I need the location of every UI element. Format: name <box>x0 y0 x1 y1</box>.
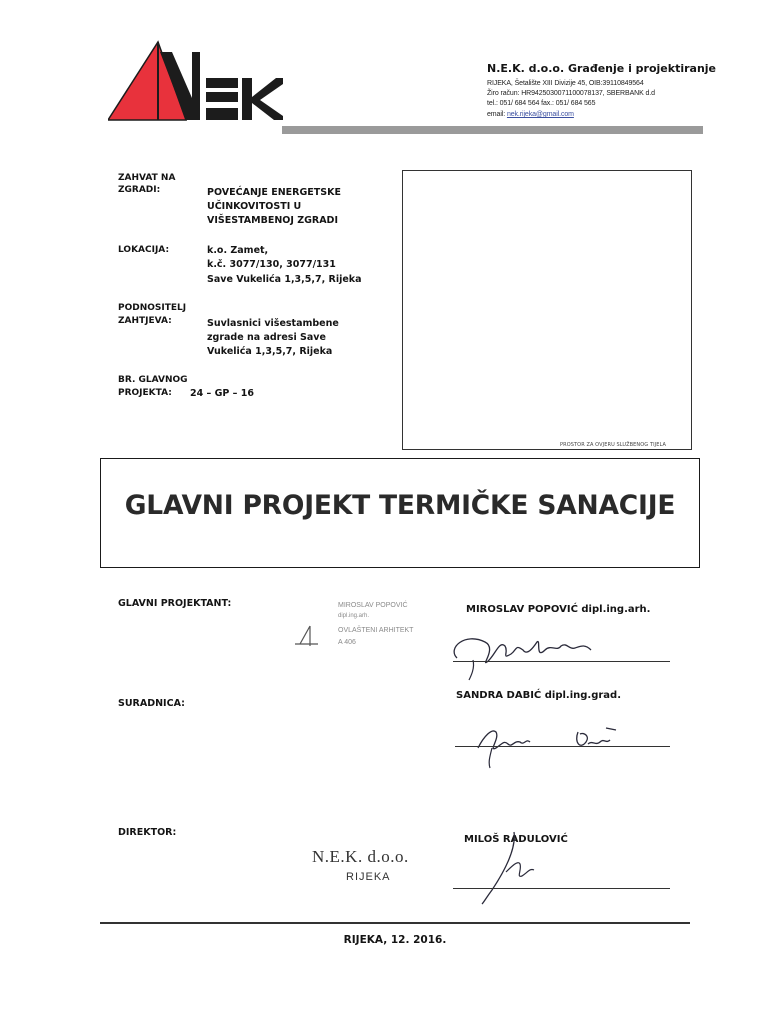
podnositelj-value-line1: Suvlasnici višestambene <box>207 318 339 329</box>
glavni-projektant-signature-line <box>453 661 670 662</box>
footer-divider <box>100 922 690 924</box>
lokacija-value-line3: Save Vukelića 1,3,5,7, Rijeka <box>207 274 362 285</box>
podnositelj-label-line1: PODNOSITELJ <box>118 303 187 313</box>
direktor-signature <box>478 826 548 906</box>
email-link[interactable]: nek.rijeka@gmail.com <box>506 111 574 118</box>
company-name: N.E.K. d.o.o. Građenje i projektiranje <box>487 62 717 75</box>
suradnica-name: SANDRA DABIĆ dipl.ing.grad. <box>456 690 622 701</box>
podnositelj-value-line3: Vukelića 1,3,5,7, Rijeka <box>207 346 333 357</box>
glavni-projektant-label: GLAVNI PROJEKTANT: <box>118 598 232 609</box>
architect-stamp-name: MIROSLAV POPOVIĆ <box>338 602 408 609</box>
place-and-date: RIJEKA, 12. 2016. <box>343 934 447 946</box>
direktor-signature-line <box>453 888 670 889</box>
projekt-number-label-line2: PROJEKTA: <box>118 388 172 398</box>
lokacija-value-line1: k.o. Zamet, <box>207 245 269 256</box>
podnositelj-label-line2: ZAHTJEVA: <box>118 316 172 326</box>
suradnica-signature-line <box>455 746 670 747</box>
podnositelj-value-line2: zgrade na adresi Save <box>207 332 326 343</box>
official-stamp-area <box>402 170 692 450</box>
projekt-number-value: 24 – GP – 16 <box>190 388 254 399</box>
projekt-number-label-line1: BR. GLAVNOG <box>118 375 188 385</box>
zahvat-value-line3: VIŠESTAMBENOJ ZGRADI <box>207 215 338 226</box>
header-divider <box>282 126 703 134</box>
direktor-name: MILOŠ RADULOVIĆ <box>464 834 568 845</box>
lokacija-label: LOKACIJA: <box>118 245 170 255</box>
architect-stamp-emblem-icon <box>292 620 322 650</box>
suradnica-signature <box>470 718 620 770</box>
company-phone: tel.: 051/ 684 564 fax.: 051/ 684 565 <box>487 100 596 107</box>
zahvat-value-line1: POVEĆANJE ENERGETSKE <box>207 187 341 198</box>
company-stamp-city: RIJEKA <box>346 871 391 883</box>
lokacija-value-line2: k.č. 3077/130, 3077/131 <box>207 259 336 270</box>
company-bank-account: Žiro račun: HR9425030071100078137, SBERBANK d.d <box>487 90 655 97</box>
company-email-row <box>487 111 574 118</box>
official-stamp-caption: PROSTOR ZA OVJERU SLUŽBENOG TIJELA <box>560 442 667 448</box>
architect-stamp-number: A 406 <box>338 639 356 646</box>
company-address: RIJEKA, Šetalište XIII Divizije 45, OIB:39110849564 <box>487 80 644 87</box>
company-stamp-name: N.E.K. d.o.o. <box>312 847 409 866</box>
zahvat-label-line2: ZGRADI: <box>118 185 161 195</box>
suradnica-label: SURADNICA: <box>118 698 185 709</box>
glavni-projektant-name: MIROSLAV POPOVIĆ dipl.ing.arh. <box>466 604 651 615</box>
email-label: email: <box>487 111 506 118</box>
direktor-label: DIREKTOR: <box>118 827 177 838</box>
zahvat-label-line1: ZAHVAT NA <box>118 173 176 183</box>
document-title: GLAVNI PROJEKT TERMIČKE SANACIJE <box>124 490 676 521</box>
glavni-projektant-signature <box>445 620 605 682</box>
architect-stamp-title: dipl.ing.arh. <box>338 613 370 619</box>
company-logo <box>108 40 283 125</box>
architect-stamp-authorization: OVLAŠTENI ARHITEKT <box>338 627 414 634</box>
zahvat-value-line2: UČINKOVITOSTI U <box>207 201 302 212</box>
